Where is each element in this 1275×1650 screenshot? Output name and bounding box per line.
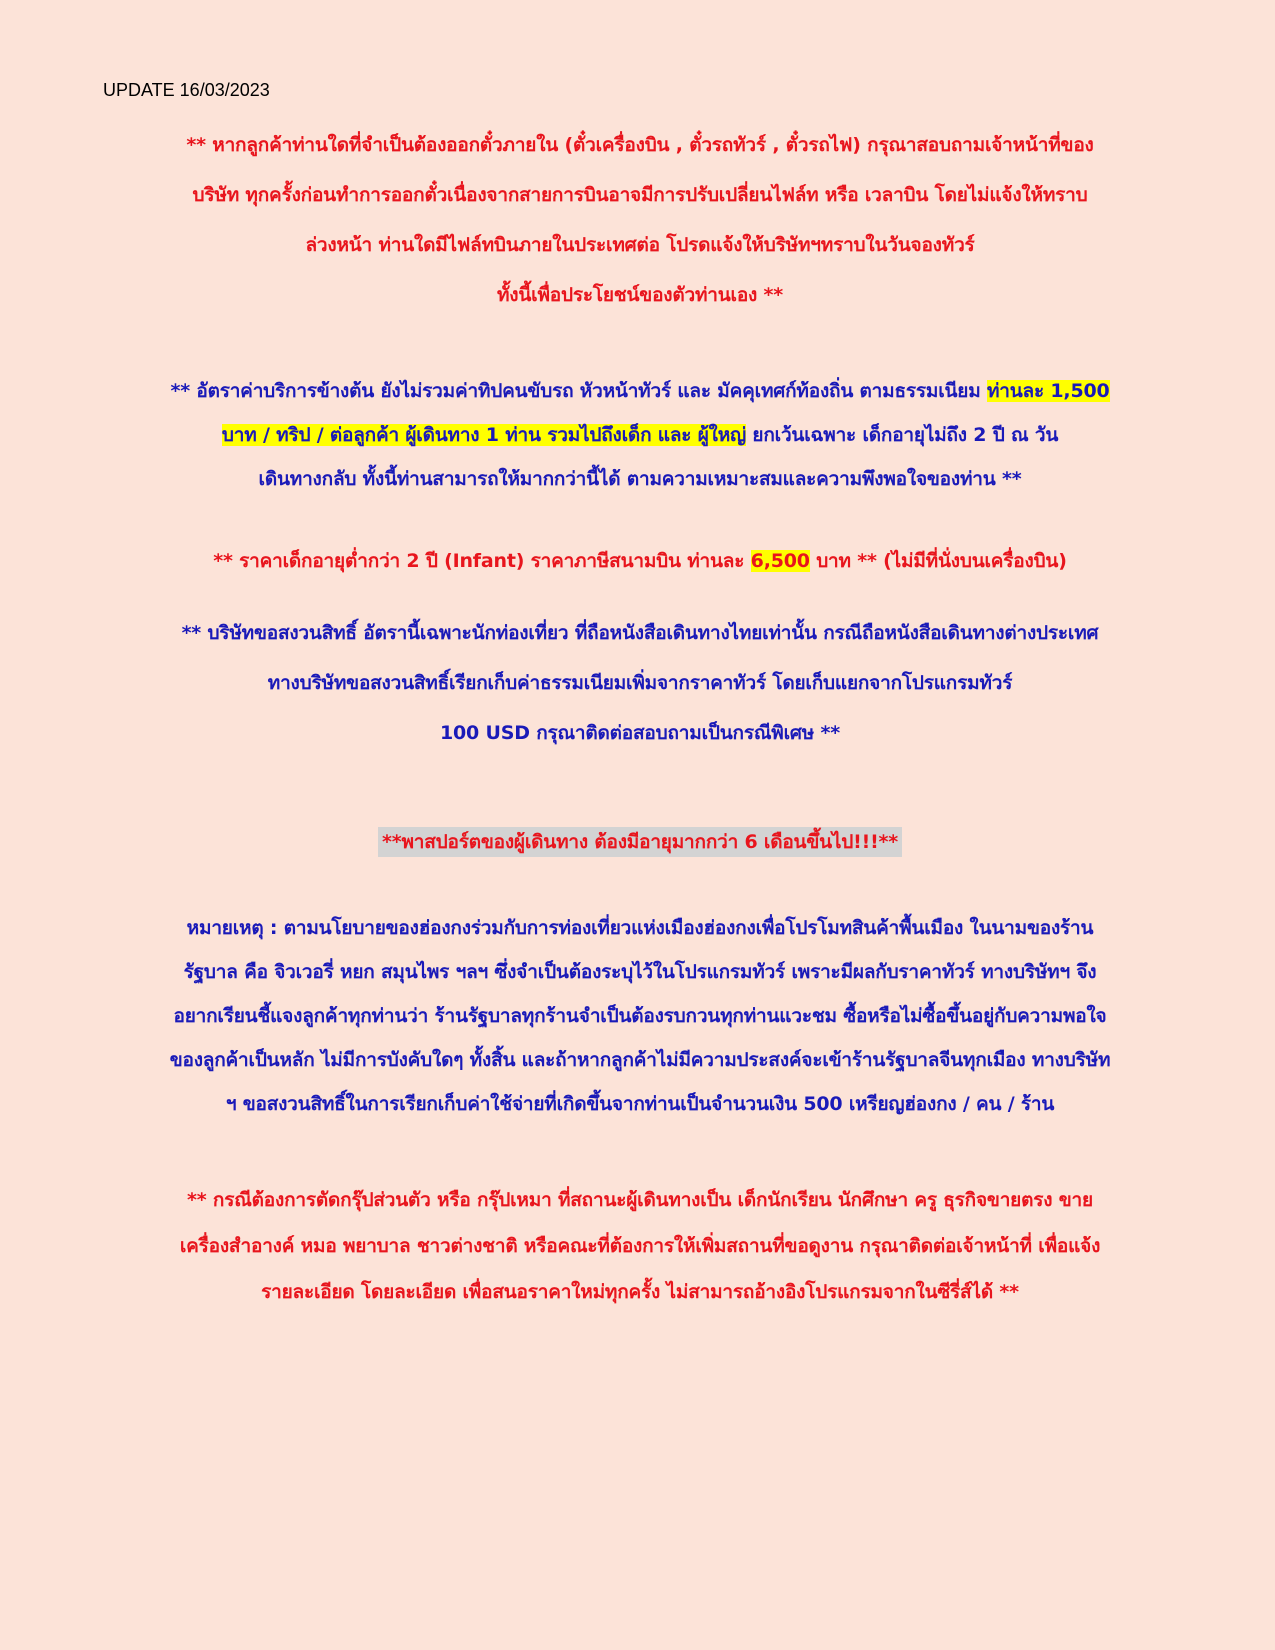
tip-text: ** อัตราค่าบริการข้างต้น ยังไม่รวมค่าทิปคนขับรถ หัวหน้าทัวร์ และ มัคคุเทศก์ท้องถิ่น ตามธรรมเนียม <box>170 380 987 402</box>
private-group-line: รายละเอียด โดยละเอียด เพื่อสนอราคาใหม่ทุกครั้ง ไม่สามารถอ้างอิงโปรแกรมจากในซีรี่ส์ได้ ** <box>261 1281 1019 1303</box>
shopping-remark <box>100 906 1180 1126</box>
shopping-remark-line: หมายเหตุ : ตามนโยบายของฮ่องกงร่วมกับการท่องเที่ยวแห่งเมืองฮ่องกงเพื่อโปรโมทสินค้าพื้นเมือง ในนามของร้าน <box>186 917 1094 939</box>
tip-notice-line <box>100 413 1180 457</box>
foreign-passport-notice <box>100 608 1180 758</box>
tip-highlight: ท่านละ 1,500 <box>986 380 1110 402</box>
infant-price-notice <box>100 542 1180 580</box>
passport-validity-notice <box>100 822 1180 862</box>
tip-notice-line <box>100 369 1180 413</box>
private-group-line: เครื่องสำอางค์ หมอ พยาบาล ชาวต่างชาติ หรือคณะที่ต้องการให้เพิ่มสถานที่ขอดูงาน กรุณาติดต่อเจ้าหน้าที่ เพื่อแจ้ง <box>179 1235 1101 1257</box>
tip-notice-line: เดินทางกลับ ทั้งนี้ท่านสามารถให้มากกว่านี้ได้ ตามความเหมาะสมและความพึงพอใจของท่าน ** <box>258 468 1022 490</box>
foreign-passport-line: ** บริษัทขอสงวนสิทธิ์ อัตรานี้เฉพาะนักท่องเที่ยว ที่ถือหนังสือเดินทางไทยเท่านั้น กรณีถือหนังสือเดินทางต่างประเทศ <box>181 622 1099 644</box>
passport-validity-text: **พาสปอร์ตของผู้เดินทาง ต้องมีอายุมากกว่า 6 เดือนขึ้นไป!!!** <box>378 827 902 857</box>
update-date <box>103 80 270 101</box>
private-group-line: ** กรณีต้องการตัดกรุ๊ปส่วนตัว หรือ กรุ๊ปเหมา ที่สถานะผู้เดินทางเป็น เด็กนักเรียน นักศึกษา ครู ธุรกิจขายตรง ขาย <box>187 1189 1093 1211</box>
foreign-passport-line: ทางบริษัทขอสงวนสิทธิ์เรียกเก็บค่าธรรมเนียมเพิ่มจากราคาทัวร์ โดยเก็บแยกจากโปรแกรมทัวร์ <box>267 672 1013 694</box>
shopping-remark-line: ฯ ขอสงวนสิทธิ์ในการเรียกเก็บค่าใช้จ่ายที่เกิดขึ้นจากท่านเป็นจำนวนเงิน 500 เหรียญฮ่องกง / คน / ร้าน <box>225 1093 1055 1115</box>
foreign-passport-line: 100 USD กรุณาติดต่อสอบถามเป็นกรณีพิเศษ ** <box>440 722 840 744</box>
infant-text: บาท ** (ไม่มีที่นั่งบนเครื่องบิน) <box>809 550 1067 572</box>
ticket-notice-line: ** หากลูกค้าท่านใดที่จำเป็นต้องออกตั๋วภายใน (ตั๋วเครื่องบิน , ตั๋วรถทัวร์ , ตั๋วรถไฟ) กรุณาสอบถามเจ้าหน้าที่ของ <box>186 134 1094 156</box>
ticket-notice-line: ทั้งนี้เพื่อประโยชน์ของตัวท่านเอง ** <box>496 284 784 306</box>
shopping-remark-line: รัฐบาล คือ จิวเวอรี่ หยก สมุนไพร ฯลฯ ซึ่งจำเป็นต้องระบุไว้ในโปรแกรมทัวร์ เพราะมีผลกับราคาทัวร์ ทางบริษัทฯ จึง <box>183 961 1097 983</box>
update-label: UPDATE 16 <box>103 80 200 100</box>
ticket-notice-line: ล่วงหน้า ท่านใดมีไฟล์ทบินภายในประเทศต่อ โปรดแจ้งให้บริษัทฯทราบในวันจองทัวร์ <box>305 234 975 256</box>
update-date-value: /03/2023 <box>199 80 270 100</box>
ticket-notice-line: บริษัท ทุกครั้งก่อนทำการออกตั๋วเนื่องจากสายการบินอาจมีการปรับเปลี่ยนไฟล์ท หรือ เวลาบิน โดยไม่แจ้งให้ทราบ <box>192 184 1088 206</box>
tip-text: ยกเว้นเฉพาะ เด็กอายุไม่ถึง 2 ปี ณ วัน <box>746 424 1059 446</box>
ticket-notice <box>100 120 1180 320</box>
shopping-remark-line: ของลูกค้าเป็นหลัก ไม่มีการบังคับใดๆ ทั้งสิ้น และถ้าหากลูกค้าไม่มีความประสงค์จะเข้าร้านรัฐบาลจีนทุกเมือง ทางบริษัท <box>169 1049 1111 1071</box>
tip-notice <box>100 369 1180 501</box>
infant-text: ** ราคาเด็กอายุต่ำกว่า 2 ปี (Infant) ราคาภาษีสนามบิน ท่านละ <box>213 550 751 572</box>
private-group-notice <box>100 1177 1180 1315</box>
tip-highlight: บาท / ทริป / ต่อลูกค้า ผู้เดินทาง 1 ท่าน รวมไปถึงเด็ก และ ผู้ใหญ่ <box>221 424 747 446</box>
infant-price: 6,500 <box>750 550 810 572</box>
shopping-remark-line: อยากเรียนชี้แจงลูกค้าทุกท่านว่า ร้านรัฐบาลทุกร้านจำเป็นต้องรบกวนทุกท่านแวะชม ซื้อหรือไม่ซื้อขึ้นอยู่กับความพอใจ <box>173 1005 1107 1027</box>
